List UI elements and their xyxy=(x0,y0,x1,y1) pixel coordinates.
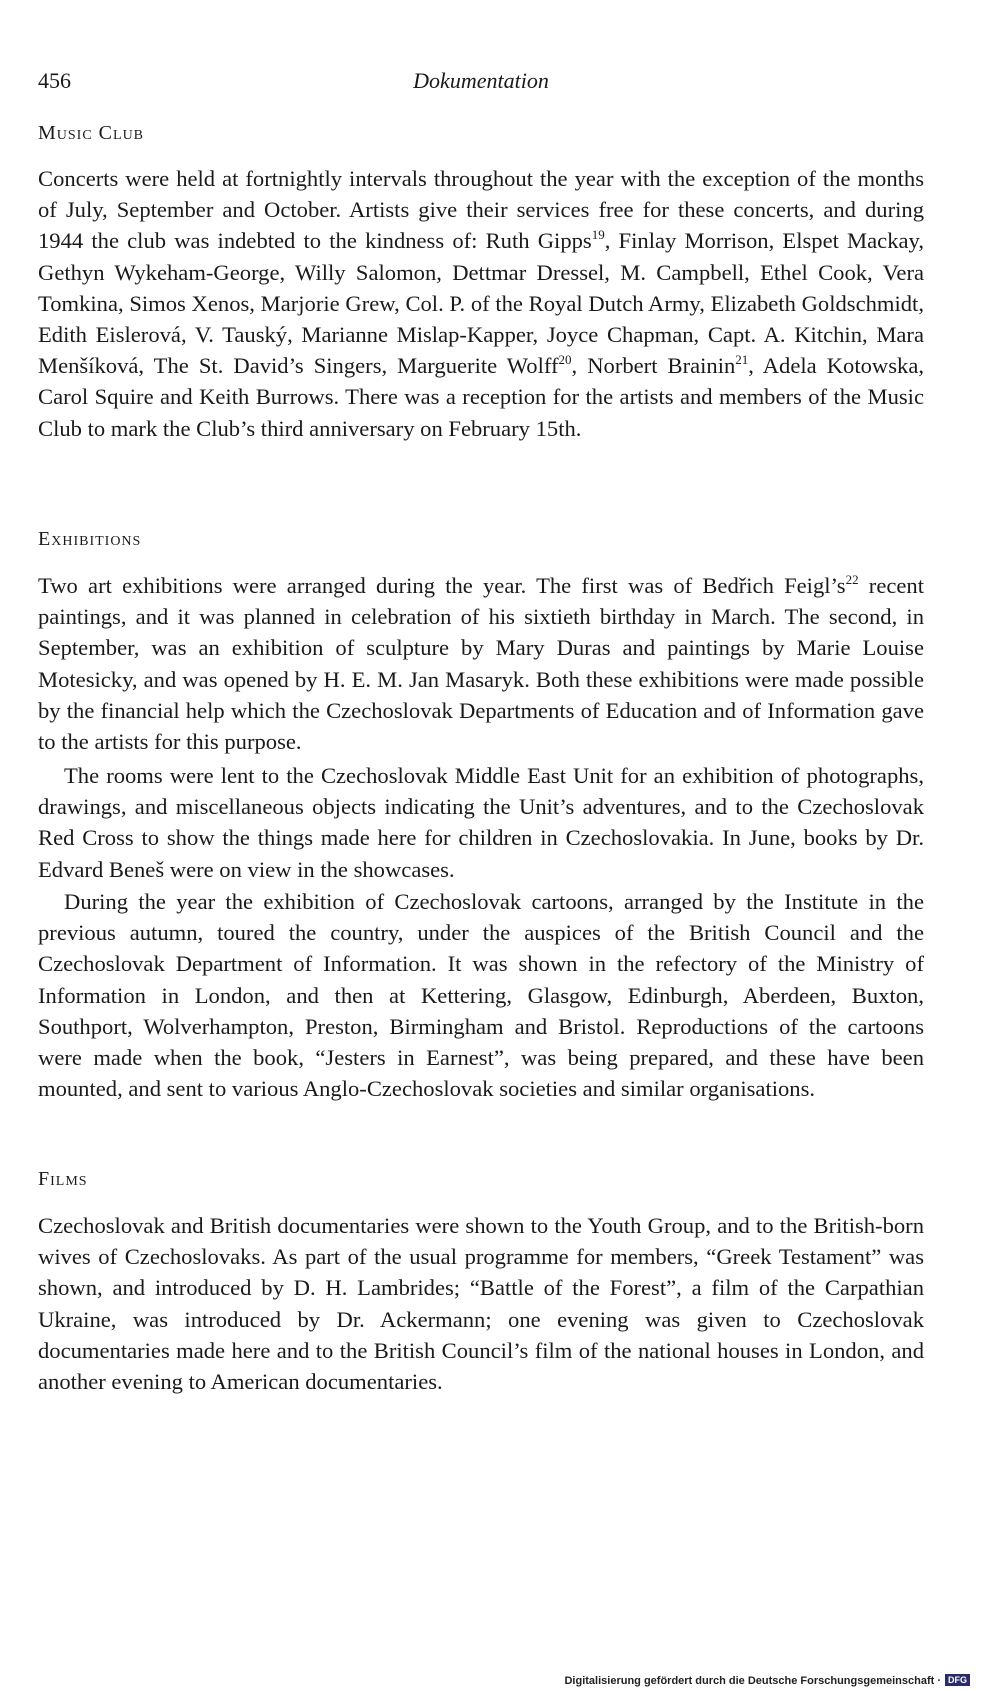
exhibitions-paragraph-2: The rooms were lent to the Czechoslovak Middle East Unit for an exhibition of photographs, drawings, and miscellaneous objects indicating the Unit’s adventures, and to the Czechoslovak Red Cross to show the things made here for children in Czechoslovakia. In June, books by Dr. Edvard Beneš were on view in the showcases. xyxy=(38,763,924,882)
dfg-logo: DFG xyxy=(945,1674,970,1686)
paragraph-text: , Adela Kotowska, Carol Squire and Keith Burrows. There was a reception for the artists and members of the Music Club to mark the Club’s third anniversary on February 15th. xyxy=(38,353,924,441)
section-heading-music-club: Music Club xyxy=(38,122,145,144)
credit-text: Digitalisierung gefördert durch die Deutsche Forschungsgemeinschaft · xyxy=(564,1675,941,1687)
footnote-ref-21[interactable]: 21 xyxy=(735,352,749,368)
document-page xyxy=(38,0,924,1691)
digitization-credit xyxy=(564,1674,970,1687)
music-club-paragraph xyxy=(38,163,924,444)
paragraph-text: recent paintings, and it was planned in celebration of his sixtieth birthday in March. The second, in September, was an exhibition of sculpture by Mary Duras and paintings by Marie Louise Motesicky, and was opened by H. E. M. Jan Masaryk. Both these exhibitions were made possible by the financial help which the Czechoslovak Departments of Education and of Information gave to the artists for this purpose. xyxy=(38,573,924,755)
footnote-ref-22[interactable]: 22 xyxy=(845,572,859,587)
running-head xyxy=(38,68,924,98)
section-heading-exhibitions: Exhibitions xyxy=(38,528,142,550)
footnote-ref-20[interactable]: 20 xyxy=(558,352,572,368)
paragraph-text: Concerts were held at fortnightly intervals throughout the year with the exception of the months of July, September and October. Artists give their services free for these concerts, and during 1944 the club was indebted to the kindness of: Ruth Gipps xyxy=(38,166,924,254)
films-paragraph: Czechoslovak and British documentaries were shown to the Youth Group, and to the British-born wives of Czechoslovaks. As part of the usual programme for members, “Greek Testament” was shown, and introduced by D. H. Lambrides; “Battle of the Forest”, a film of the Carpathian Ukraine, was introduced by Dr. Ackermann; one evening was given to Czechoslovak documentaries made here and to the British Council’s film of the national houses in London, and another evening to American documentaries. xyxy=(38,1213,924,1395)
footnote-ref-19[interactable]: 19 xyxy=(591,227,605,243)
exhibitions-paragraph-3: During the year the exhibition of Czechoslovak cartoons, arranged by the Institute in the previous autumn, toured the country, under the auspices of the British Council and the Czechoslovak Department of Information. It was shown in the refectory of the Ministry of Information in London, and then at Kettering, Glasgow, Edinburgh, Aberdeen, Buxton, Southport, Wolverhampton, Preston, Birmingham and Bristol. Reproductions of the cartoons were made when the book, “Jesters in Earnest”, was being prepared, and these have been mounted, and sent to various Anglo-Czechoslovak societies and similar organisations. xyxy=(38,889,924,1102)
paragraph-text: , Norbert Brainin xyxy=(571,353,736,379)
paragraph-text: , Finlay Morrison, Elspet Mackay, Gethyn Wykeham-George, Willy Salomon, Dettmar Dressel, M. Campbell, Ethel Cook, Vera Tomkina, Simos Xenos, Marjorie Grew, Col. P. of the Royal Dutch Army, Elizabeth Goldschmidt, Edith Eislerová, V. Tauský, Marianne Mislap-Kapper, Joyce Chapman, Capt. A. Kitchin, Mara Menšíková, The St. David’s Singers, Marguerite Wolff xyxy=(38,228,925,379)
running-title: Dokumentation xyxy=(413,68,549,93)
page-number: 456 xyxy=(38,68,71,93)
exhibitions-paragraph-1 xyxy=(38,570,924,757)
paragraph-text: Two art exhibitions were arranged during the year. The first was of Bedřich Feigl’s xyxy=(38,573,846,598)
section-heading-films: Films xyxy=(38,1168,88,1190)
